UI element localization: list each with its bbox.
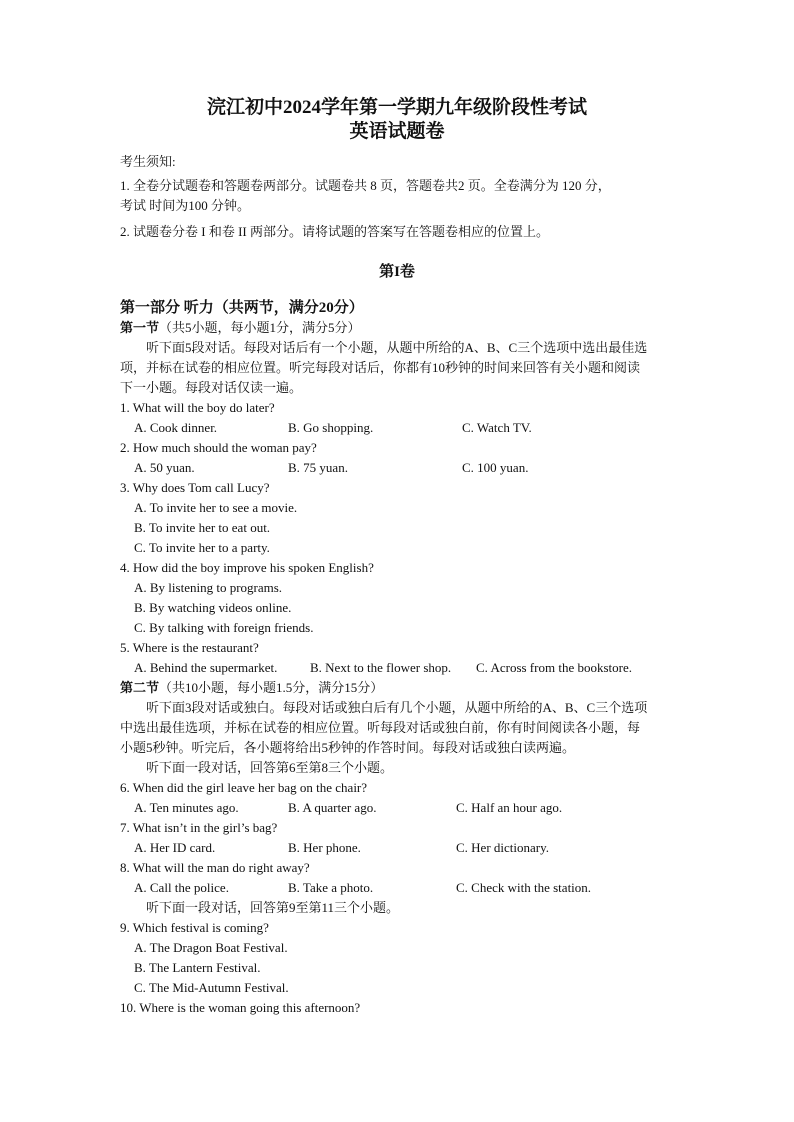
q1-option-a: A. Cook dinner. — [134, 420, 218, 435]
q3-option-b: B. To invite her to eat out. — [134, 520, 271, 535]
q8-option-b: B. Take a photo. — [288, 880, 374, 895]
dialog-2-intro: 听下面一段对话，回答第9至第11三个小题。 — [146, 900, 400, 915]
section-2-heading — [120, 678, 383, 698]
q1-option-c: C. Watch TV. — [462, 420, 532, 435]
question-5: 5. Where is the restaurant? — [120, 640, 259, 655]
exam-title: 浣江初中2024学年第一学期九年级阶段性考试 — [206, 97, 587, 118]
notice-item-1: 1. 全卷分试题卷和答题卷两部分。试题卷共 8 页，答题卷共2 页。全卷满分为 120 分， — [120, 178, 611, 193]
q2-option-c: C. 100 yuan. — [462, 460, 529, 475]
section-1-instructions: 听下面5段对话。每段对话后有一个小题，从题中所给的A、B、C三个选项中选出最佳选 — [146, 340, 648, 355]
section-2-label: 第二节 — [120, 680, 160, 695]
question-9: 9. Which festival is coming? — [120, 920, 269, 935]
q5-option-b: B. Next to the flower shop. — [310, 660, 452, 675]
q4-option-a: A. By listening to programs. — [134, 580, 283, 595]
q4-option-b: B. By watching videos online. — [134, 600, 292, 615]
notice-label: 考生须知: — [120, 154, 176, 169]
dialog-1-intro: 听下面一段对话，回答第6至第8三个小题。 — [146, 760, 394, 775]
section-1-heading — [120, 318, 361, 338]
question-1: 1. What will the boy do later? — [120, 400, 275, 415]
q9-option-b: B. The Lantern Festival. — [134, 960, 261, 975]
section-2-instructions: 听下面3段对话或独白。每段对话或独白后有几个小题，从题中所给的A、B、C三个选项 — [146, 700, 648, 715]
question-8: 8. What will the man do right away? — [120, 860, 310, 875]
q3-option-a: A. To invite her to see a movie. — [134, 500, 298, 515]
q6-option-b: B. A quarter ago. — [288, 800, 377, 815]
q9-option-c: C. The Mid-Autumn Festival. — [134, 980, 289, 995]
q8-option-a: A. Call the police. — [134, 880, 229, 895]
q7-option-a: A. Her ID card. — [134, 840, 216, 855]
notice-item-2: 2. 试题卷分卷 I 和卷 II 两部分。请将试题的答案写在答题卷相应的位置上。 — [120, 224, 549, 239]
section-1-note: （共5小题，每小题1分，满分5分） — [159, 320, 361, 335]
section-2-note: （共10小题，每小题1.5分，满分15分） — [159, 680, 384, 695]
section-2-instructions-2: 中选出最佳选项，并标在试卷的相应位置。听每段对话或独白前，你有时间阅读各小题，每 — [120, 720, 641, 735]
notice-item-1-cont: 考试 时间为100 分钟。 — [120, 198, 251, 213]
question-3: 3. Why does Tom call Lucy? — [120, 480, 270, 495]
section-1-label: 第一节 — [120, 320, 160, 335]
q7-option-b: B. Her phone. — [288, 840, 361, 855]
q2-option-b: B. 75 yuan. — [288, 460, 348, 475]
exam-subtitle: 英语试题卷 — [349, 121, 445, 142]
q6-option-a: A. Ten minutes ago. — [134, 800, 239, 815]
part-title: 第一部分 听力（共两节，满分20分） — [120, 300, 364, 316]
q9-option-a: A. The Dragon Boat Festival. — [134, 940, 288, 955]
question-7: 7. What isn’t in the girl’s bag? — [120, 820, 278, 835]
q3-option-c: C. To invite her to a party. — [134, 540, 270, 555]
volume-title: 第I卷 — [379, 264, 415, 280]
section-1-instructions-2: 项，并标在试卷的相应位置。听完每段对话后，你都有10秒钟的时间来回答有关小题和阅读 — [120, 360, 641, 375]
question-2: 2. How much should the woman pay? — [120, 440, 317, 455]
q5-option-c: C. Across from the bookstore. — [476, 660, 632, 675]
q8-option-c: C. Check with the station. — [456, 880, 592, 895]
q1-option-b: B. Go shopping. — [288, 420, 374, 435]
question-4: 4. How did the boy improve his spoken English? — [120, 560, 374, 575]
q2-option-a: A. 50 yuan. — [134, 460, 195, 475]
question-6: 6. When did the girl leave her bag on the chair? — [120, 780, 368, 795]
question-10: 10. Where is the woman going this afternoon? — [120, 1000, 361, 1015]
section-1-instructions-3: 下一小题。每段对话仅读一遍。 — [120, 380, 303, 395]
q5-option-a: A. Behind the supermarket. — [134, 660, 278, 675]
q7-option-c: C. Her dictionary. — [456, 840, 550, 855]
q4-option-c: C. By talking with foreign friends. — [134, 620, 314, 635]
section-2-instructions-3: 小题5秒钟。听完后，各小题将给出5秒钟的作答时间。每段对话或独白读两遍。 — [120, 740, 576, 755]
q6-option-c: C. Half an hour ago. — [456, 800, 563, 815]
